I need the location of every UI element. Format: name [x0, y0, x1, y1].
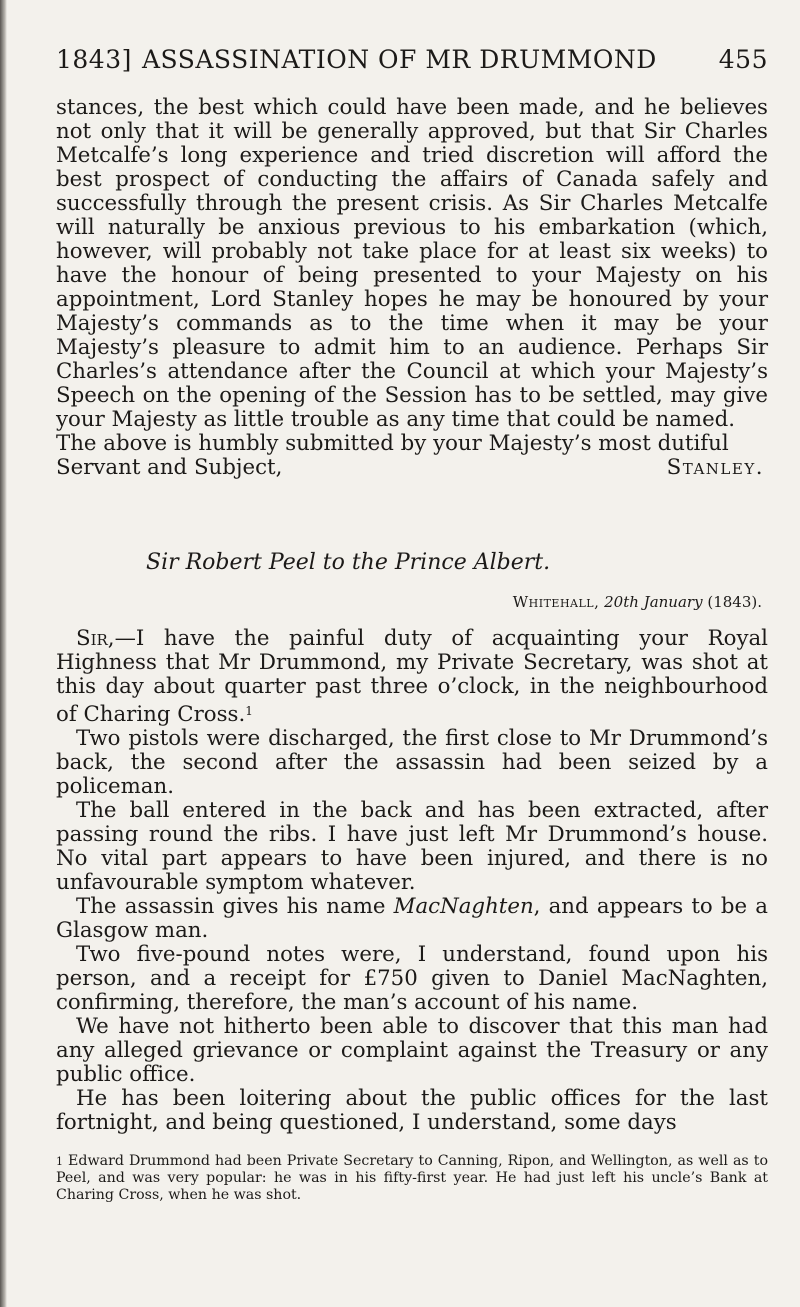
dateline-place: Whitehall,	[512, 593, 600, 611]
assassin-name: MacNaghten	[393, 894, 534, 919]
footnote-text: Edward Drummond had been Private Secretary to Canning, Ripon, and Wellington, as well as to Peel, and was very popular: he was in his fifty-first year. He had just left his uncle’s Bank at Charing Cross, when he was shot.	[56, 1153, 768, 1203]
letter-paragraph-1	[56, 627, 768, 727]
closing-text: The above is humbly submitted by your Majesty’s most dutiful Servant and Subject,	[56, 431, 729, 480]
paragraph-1-text: —I have the painful duty of acquainting your Royal Highness that Mr Drummond, my Private Secretary, was shot at this day about quarter past three o’clock, in the neighbourhood of Charing Cross.	[56, 626, 768, 727]
letter-paragraph-2: Two pistols were discharged, the first close to Mr Drummond’s back, the second after the assassin had been seized by a policeman.	[56, 726, 768, 799]
running-head-title: ASSASSINATION OF MR DRUMMOND	[142, 45, 657, 74]
footnote-marker: 1	[56, 1155, 63, 1168]
letter-paragraph-4	[56, 895, 768, 943]
letter-body	[56, 627, 768, 1135]
continued-letter-body	[56, 96, 768, 432]
paragraph-4-start: The assassin gives his name	[76, 894, 386, 919]
dateline-date: 20th January	[604, 593, 703, 611]
letter-paragraph-7: He has been loitering about the public offices for the last fortnight, and being questioned, I understand, some days	[56, 1086, 768, 1135]
letter-dateline	[513, 593, 762, 611]
letter-paragraph-5: Two five-pound notes were, I understand, found upon his person, and a receipt for £750 given to Daniel MacNaghten, confirming, therefore, the man’s account of his name.	[56, 942, 768, 1015]
paragraph-4-end: , and appears to be a Glasgow man.	[56, 894, 768, 943]
running-head	[56, 45, 768, 85]
page-number: 455	[718, 45, 768, 74]
footnote-reference: 1	[245, 704, 253, 718]
running-head-year: 1843]	[56, 45, 132, 74]
footnote	[56, 1153, 768, 1204]
salutation: Sir,	[76, 626, 115, 651]
dateline-year: (1843).	[707, 593, 762, 611]
continued-letter-closing	[56, 432, 768, 480]
letter-paragraph-3: The ball entered in the back and has been extracted, after passing round the ribs. I have just left Mr Drummond’s house. No vital part appears to have been injured, and there is no unfavourable symptom whatever.	[56, 798, 768, 895]
signature-stanley: Stanley.	[666, 455, 764, 480]
continued-paragraph: stances, the best which could have been made, and he believes not only that it will be generally approved, but that Sir Charles Metcalfe’s long experience and tried discretion will afford the best prospect of conducting the affairs of Canada safely and successfully through the present crisis. As Sir Charles Metcalfe will naturally be anxious previous to his embarkation (which, however, will probably not take place for at least six weeks) to have the honour of being presented to your Majesty on his appointment, Lord Stanley hopes he may be honoured by your Majesty’s commands as to the time when it may be your Majesty’s pleasure to admit him to an audience. Perhaps Sir Charles’s attendance after the Council at which your Majesty’s Speech on the opening of the Session has to be settled, may give your Majesty as little trouble as any time that could be named.	[56, 95, 768, 432]
letter-paragraph-6: We have not hitherto been able to discover that this man had any alleged grievance or complaint against the Treasury or any public office.	[56, 1014, 768, 1087]
page-binding-shadow	[0, 0, 7, 1307]
letter-heading: Sir Robert Peel to the Prince Albert.	[146, 550, 551, 575]
